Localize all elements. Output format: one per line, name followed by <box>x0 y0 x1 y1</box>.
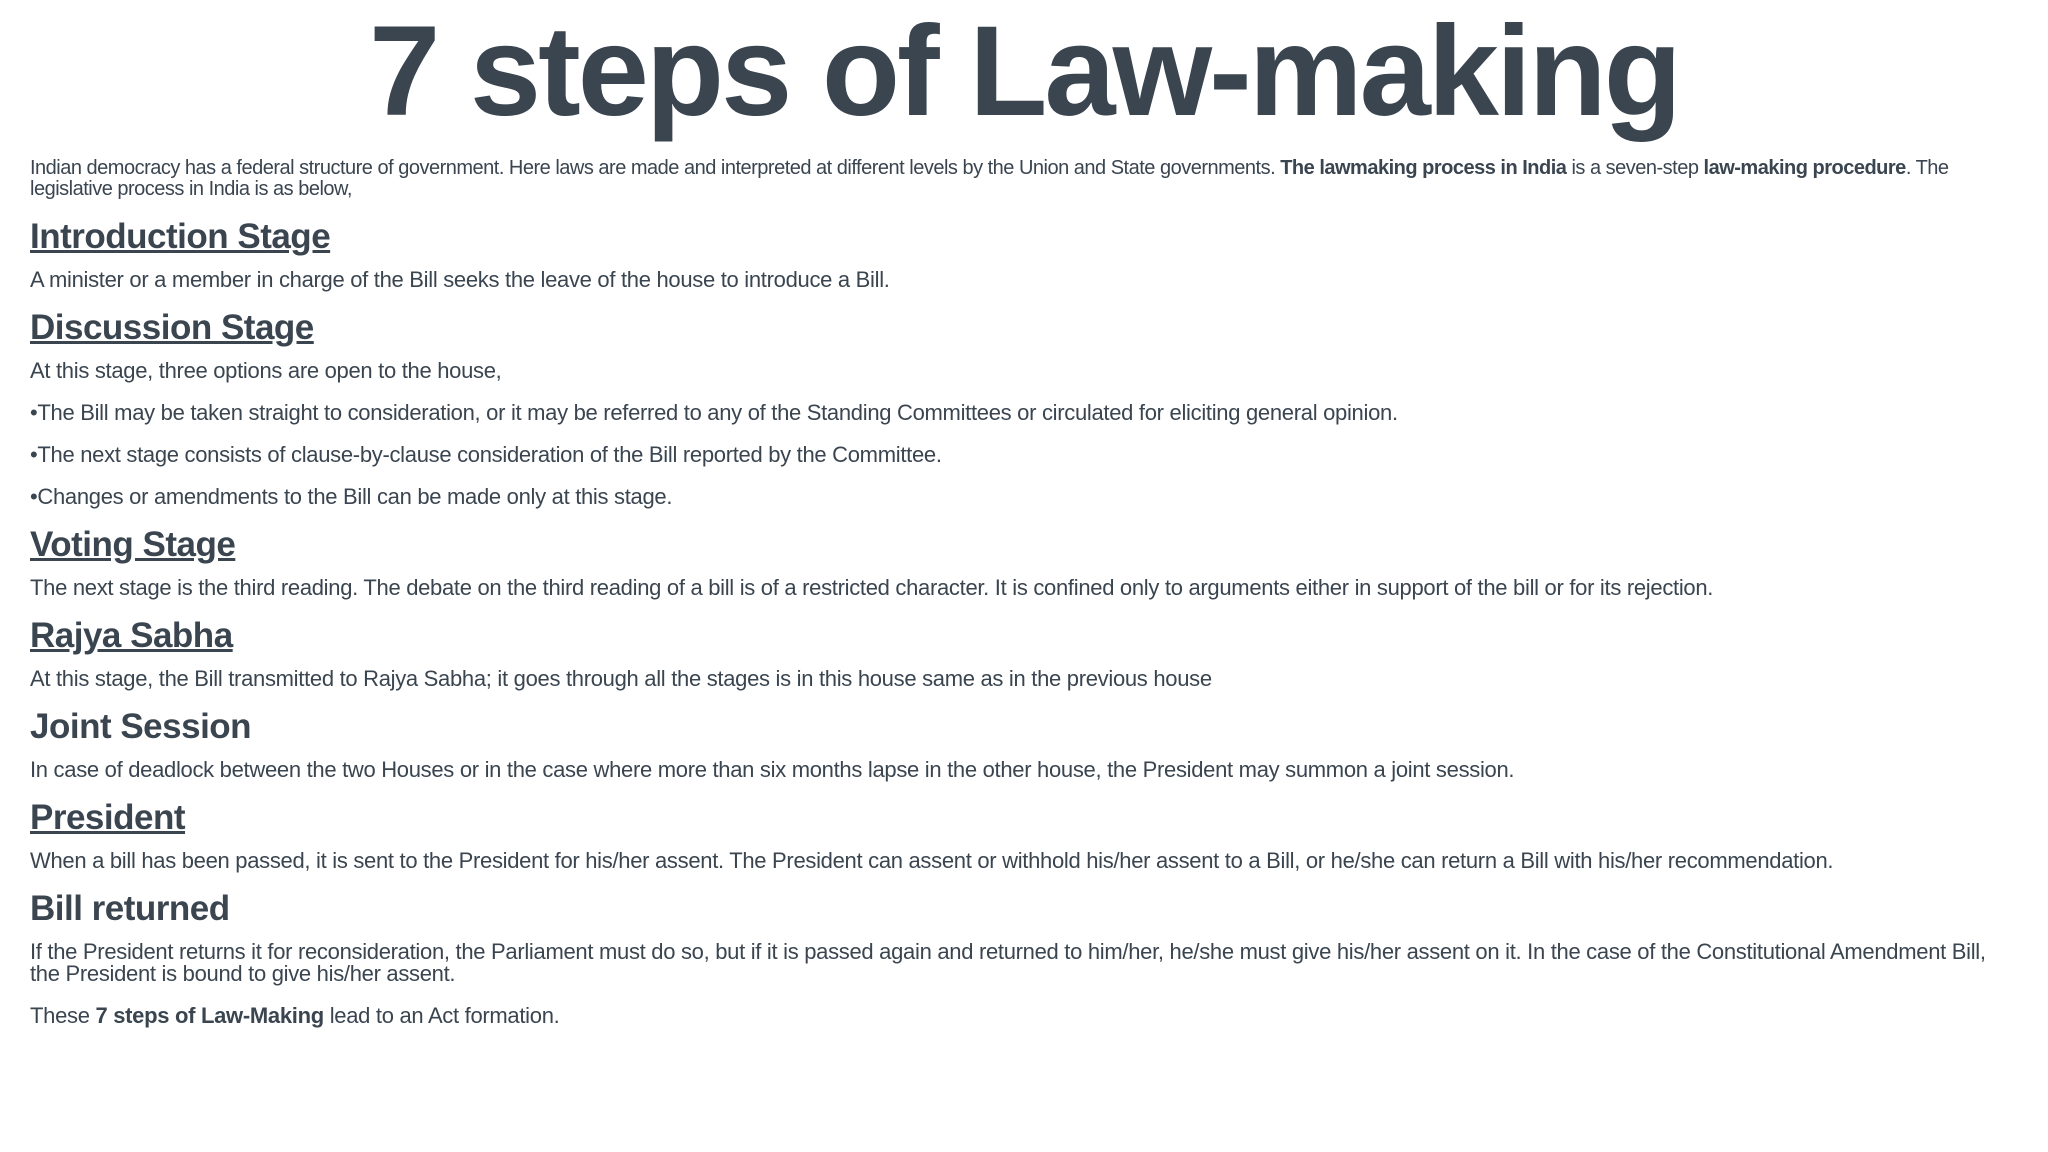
closing-text-1: These <box>30 1003 96 1028</box>
introduction-stage-heading: Introduction Stage <box>30 217 331 256</box>
rajya-sabha-heading: Rajya Sabha <box>30 616 233 655</box>
closing-text-2: lead to an Act formation. <box>323 1003 560 1028</box>
discussion-bullet-3: •Changes or amendments to the Bill can be made only at this stage. <box>30 484 673 509</box>
intro-text-3: . The legislative process in India is as below, <box>30 157 1949 200</box>
page-title: 7 steps of Law-making <box>369 0 1679 143</box>
intro-text-2: is a seven-step <box>1566 157 1704 179</box>
joint-session-text: In case of deadlock between the two Houses or in the case where more than six months lapse in the other house, the President may summon a joint session. <box>30 757 1515 782</box>
closing-bold: 7 steps of Law-Making <box>95 1003 324 1028</box>
joint-session-heading: Joint Session <box>30 707 252 746</box>
intro-paragraph <box>30 158 2018 200</box>
intro-bold-1: The lawmaking process in India <box>1280 157 1567 179</box>
discussion-stage-heading: Discussion Stage <box>30 308 314 347</box>
voting-stage-heading: Voting Stage <box>30 525 236 564</box>
intro-text-1: Indian democracy has a federal structure of government. Here laws are made and interpreted at different levels by the Union and State governments. <box>30 157 1281 179</box>
rajya-sabha-text: At this stage, the Bill transmitted to Rajya Sabha; it goes through all the stages is in this house same as in the previous house <box>30 666 1212 691</box>
introduction-stage-text: A minister or a member in charge of the Bill seeks the leave of the house to introduce a Bill. <box>30 267 890 292</box>
discussion-bullet-2: •The next stage consists of clause-by-clause consideration of the Bill reported by the Committee. <box>30 442 942 467</box>
bill-returned-heading: Bill returned <box>30 889 230 928</box>
president-heading: President <box>30 798 185 837</box>
voting-stage-text: The next stage is the third reading. The debate on the third reading of a bill is of a restricted character. It is confined only to arguments either in support of the bill or for its rejection. <box>30 575 1714 600</box>
intro-bold-2: law-making procedure <box>1703 157 1906 179</box>
discussion-bullet-1: •The Bill may be taken straight to consideration, or it may be referred to any of the Standing Committees or circulated for eliciting general opinion. <box>30 400 1398 425</box>
bill-returned-text: If the President returns it for reconsideration, the Parliament must do so, but if it is passed again and returned to him/her, he/she must give his/her assent on it. In the case of the Constitutional Amendment Bill, the President is bound to give his/her assent. <box>30 939 1986 986</box>
discussion-stage-text: At this stage, three options are open to the house, <box>30 358 502 383</box>
closing-paragraph <box>30 1005 2018 1027</box>
president-text: When a bill has been passed, it is sent to the President for his/her assent. The President can assent or withhold his/her assent to a Bill, or he/she can return a Bill with his/her recommendation. <box>30 848 1834 873</box>
